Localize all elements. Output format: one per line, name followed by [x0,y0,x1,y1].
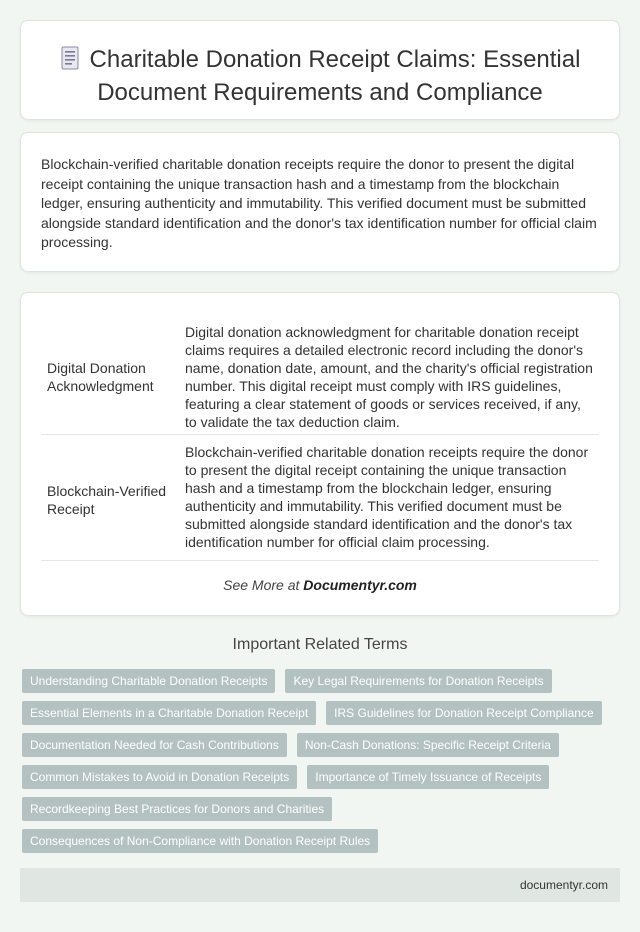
title-card [20,20,620,120]
related-term-tag[interactable]: Common Mistakes to Avoid in Donation Receipts [22,765,297,789]
row-label: Digital Donation Acknowledgment [47,359,154,394]
related-term-tag[interactable]: Recordkeeping Best Practices for Donors and Charities [22,797,332,821]
see-more-site[interactable]: Documentyr.com [303,577,417,593]
tag-row [22,797,622,821]
see-more-link[interactable] [21,577,619,593]
tag-row [22,765,622,789]
document-icon [60,46,80,78]
related-terms-heading: Important Related Terms [232,636,408,653]
related-term-tag[interactable]: Understanding Charitable Donation Receipts [22,669,275,693]
see-more-prefix: See More at [223,577,304,593]
related-term-tag[interactable]: Consequences of Non-Compliance with Donation Receipt Rules [22,829,378,853]
row-label: Blockchain-Verified Receipt [47,482,167,517]
tag-row [22,669,622,693]
related-term-tag[interactable]: Importance of Timely Issuance of Receipts [307,765,549,789]
related-term-tag[interactable]: Non-Cash Donations: Specific Receipt Criteria [297,733,559,757]
table-row [41,319,599,435]
related-term-tag[interactable]: Documentation Needed for Cash Contributions [22,733,287,757]
title-line-1: Charitable Donation Receipt Claims: Essential [89,46,581,73]
details-card [20,292,620,616]
page-title [21,45,619,108]
intro-card [20,132,620,272]
tag-row [22,733,622,757]
footer-site-link[interactable]: documentyr.com [519,878,608,892]
related-term-tag[interactable]: Essential Elements in a Charitable Donation Receipt [22,701,316,725]
related-term-tag[interactable]: Key Legal Requirements for Donation Receipts [285,669,551,693]
title-line-2: Document Requirements and Compliance [97,79,543,106]
tag-row [22,829,622,853]
tag-row [22,701,622,725]
table-row [41,439,599,561]
row-description: Digital donation acknowledgment for charitable donation receipt claims requires a detailed electronic record including the donor's name, donation date, amount, and the charity's official registration number. This digital receipt must comply with IRS guidelines, featuring a clear statement of goods or services received, if any, to validate the tax deduction claim. [185,324,593,430]
details-table [41,319,599,561]
intro-paragraph: Blockchain-verified charitable donation receipts require the donor to present the digital receipt containing the unique transaction hash and a timestamp from the blockchain ledger, ensuring authenticity and immutability. This verified document must be submitted alongside standard identification and the donor's tax identification number for official claim processing. [41,156,597,250]
row-description: Blockchain-verified charitable donation receipts require the donor to present the digital receipt containing the unique transaction hash and a timestamp from the blockchain ledger, ensuring authenticity and immutability. This verified document must be submitted alongside standard identification and the donor's tax identification number for official claim processing. [185,444,589,550]
related-terms-list [22,669,622,861]
related-term-tag[interactable]: IRS Guidelines for Donation Receipt Compliance [326,701,601,725]
footer [20,868,620,902]
